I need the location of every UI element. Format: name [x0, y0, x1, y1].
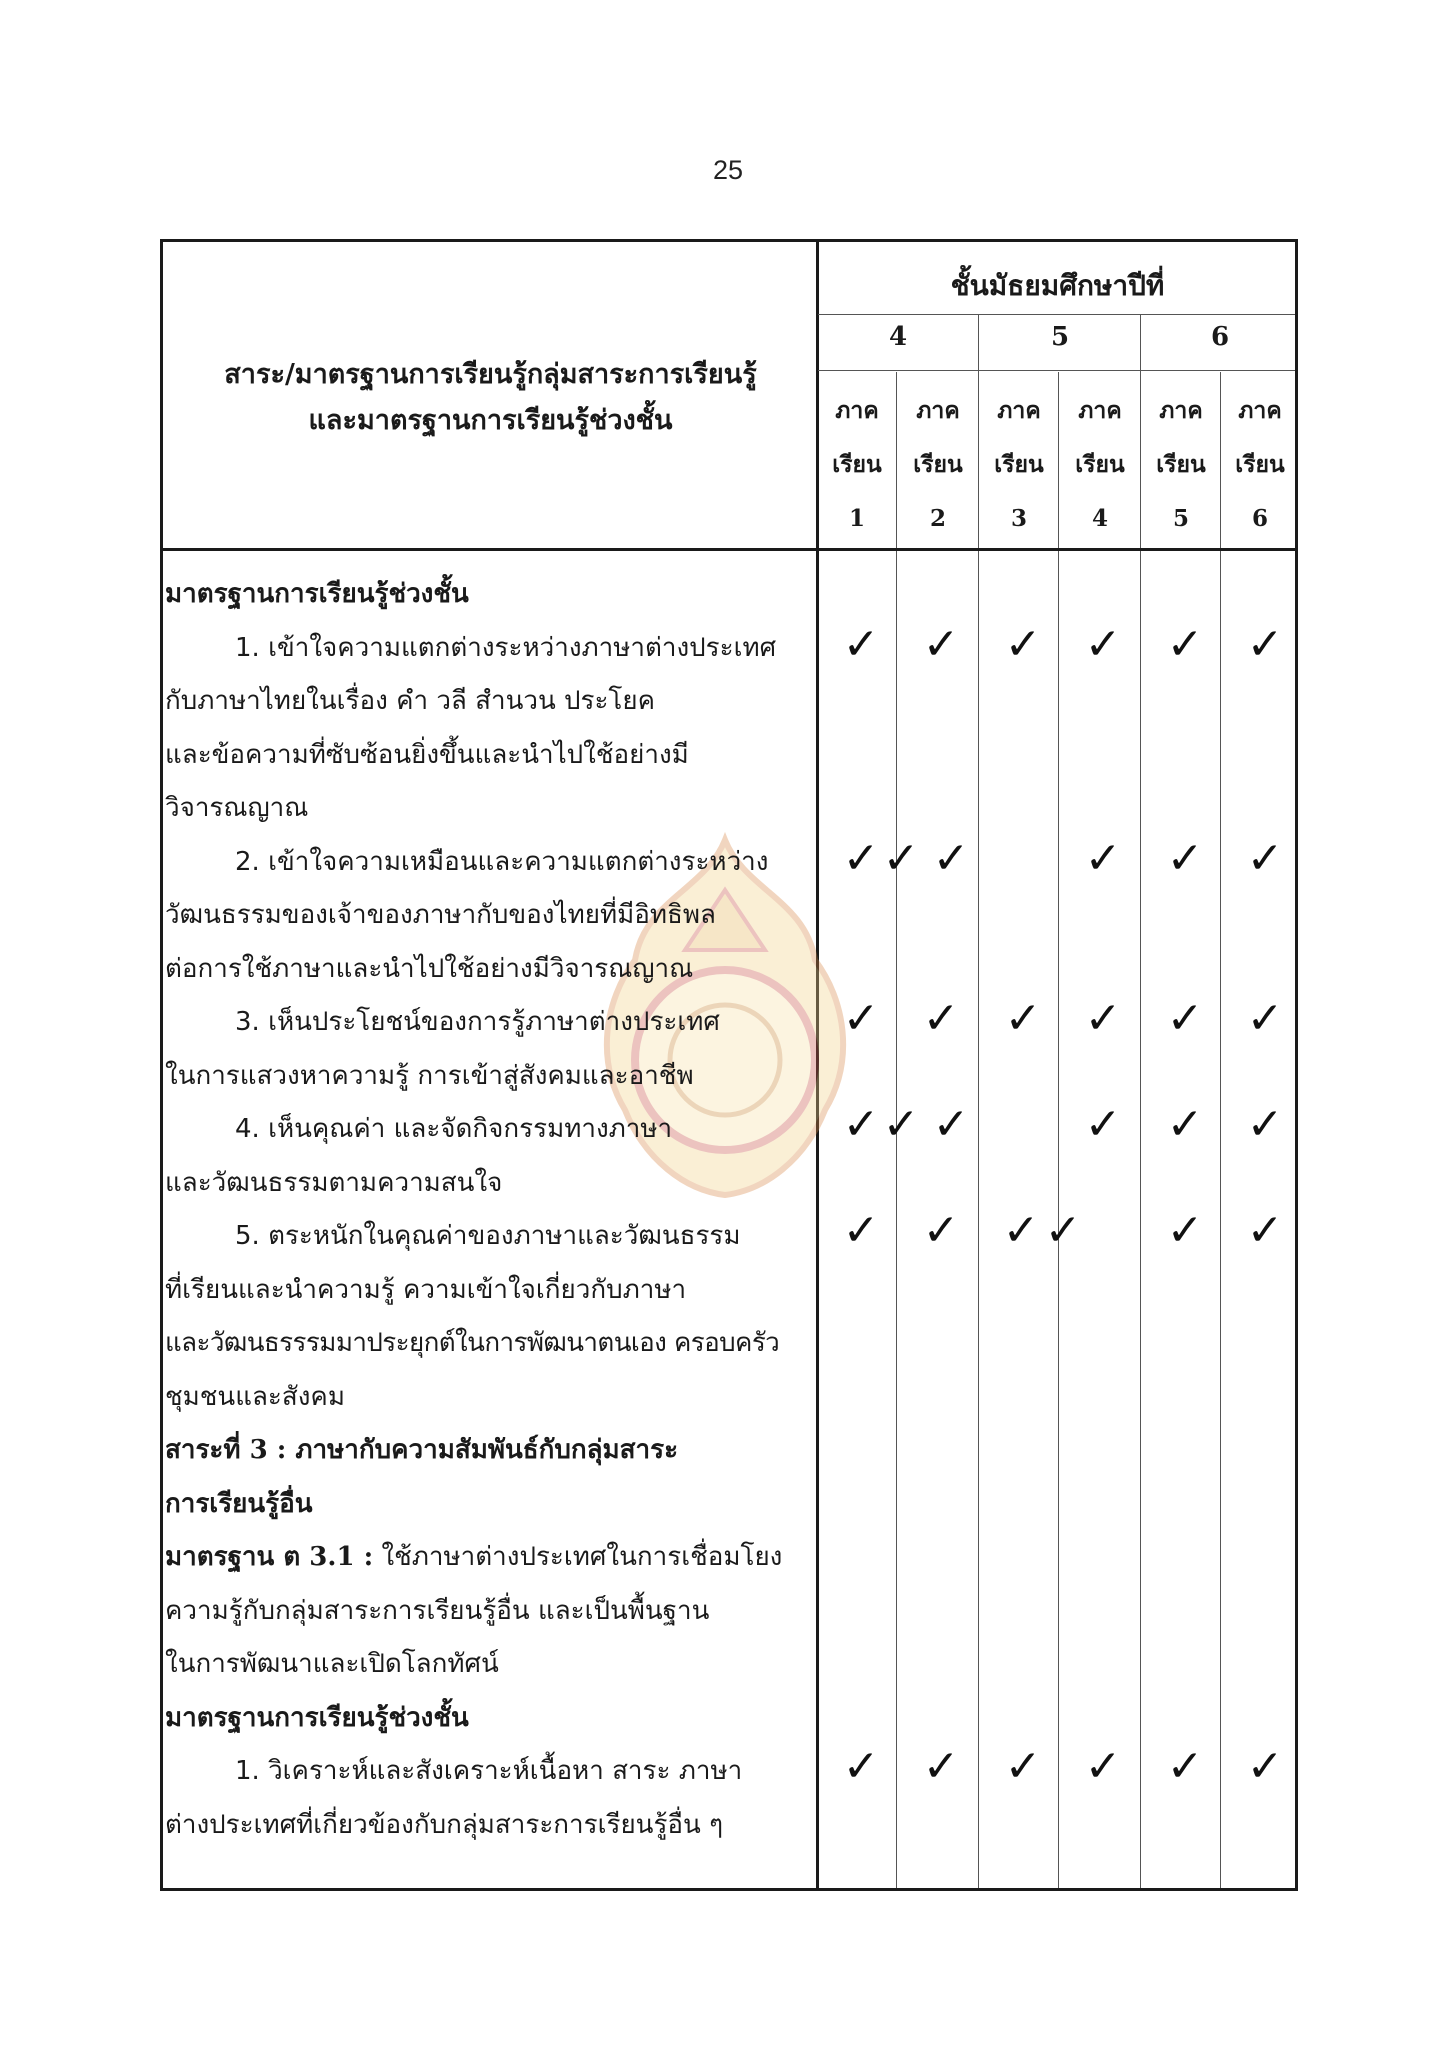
semester-word: ภาค — [1078, 397, 1122, 424]
check-mark: ✓ — [1004, 993, 1042, 1044]
check-mark: ✓ — [1084, 993, 1122, 1044]
check-mark: ✓ — [882, 1099, 920, 1150]
check-mark: ✓ — [922, 1205, 960, 1256]
check-mark: ✓ — [1044, 1205, 1082, 1256]
check-mark: ✓ — [1002, 1205, 1040, 1256]
check-mark: ✓ — [842, 1741, 880, 1792]
check-mark: ✓ — [1246, 1205, 1284, 1256]
semester-word: เรียน — [1235, 451, 1285, 478]
semester-number: 6 — [1251, 505, 1268, 532]
check-mark: ✓ — [1166, 1741, 1204, 1792]
standard-text: ในการแสวงหาความรู้ การเข้าสู่สังคมและอาชีพ — [165, 1060, 694, 1091]
semester-word: เรียน — [913, 451, 963, 478]
section-heading: มาตรฐานการเรียนรู้ช่วงชั้น — [165, 1702, 469, 1733]
check-mark: ✓ — [1084, 833, 1122, 884]
check-mark: ✓ — [1166, 1205, 1204, 1256]
semester-word: เรียน — [994, 451, 1044, 478]
standard-item: 1. วิเคราะห์และสังเคราะห์เนื้อหา สาระ ภาษา — [235, 1756, 743, 1786]
check-mark: ✓ — [1246, 833, 1284, 884]
check-mark: ✓ — [922, 993, 960, 1044]
check-mark: ✓ — [1166, 1099, 1204, 1150]
semester-word: เรียน — [1156, 451, 1206, 478]
check-mark: ✓ — [1004, 1741, 1042, 1792]
column-divider — [1220, 372, 1221, 1888]
semester-number: 3 — [1010, 505, 1027, 532]
standard-text: และวัฒนธรรรมมาประยุกต์ในการพัฒนาตนเอง ครอบครัว — [165, 1328, 780, 1358]
standard-item: 1. เข้าใจความแตกต่างระหว่างภาษาต่างประเทศ — [235, 632, 777, 663]
check-mark: ✓ — [1246, 1741, 1284, 1792]
check-mark: ✓ — [1084, 1741, 1122, 1792]
check-mark: ✓ — [1084, 619, 1122, 670]
semester-word: ภาค — [1159, 397, 1203, 424]
strand-heading: สาระที่ 3 : ภาษากับความสัมพันธ์กับกลุ่มสาระ — [165, 1435, 679, 1465]
standard-definition — [165, 1531, 810, 1585]
standard-item: 4. เห็นคุณค่า และจัดกิจกรรมทางภาษา — [235, 1114, 673, 1144]
semester-word: ภาค — [997, 397, 1041, 424]
check-mark: ✓ — [1246, 1099, 1284, 1150]
semester-number: 1 — [848, 505, 865, 532]
standard-text: ชุมชนและสังคม — [165, 1381, 345, 1412]
standard-text: ที่เรียนและนำความรู้ ความเข้าใจเกี่ยวกับภาษา — [165, 1274, 687, 1305]
header-semester — [1142, 384, 1220, 546]
semester-word: เรียน — [832, 451, 882, 478]
header-semester — [898, 384, 978, 546]
header-main-line: และมาตรฐานการเรียนรู้ช่วงชั้น — [308, 405, 673, 436]
header-divider — [163, 548, 1295, 551]
row-divider — [818, 370, 1295, 371]
standard-text: ความรู้กับกลุ่มสาระการเรียนรู้อื่น และเป็นพื้นฐาน — [165, 1595, 710, 1626]
header-main-line: สาระ/มาตรฐานการเรียนรู้กลุ่มสาระการเรียนรู้ — [224, 359, 757, 390]
standard-text: ต่างประเทศที่เกี่ยวข้องกับกลุ่มสาระการเรียนรู้อื่น ๆ — [165, 1809, 724, 1840]
check-mark: ✓ — [842, 1205, 880, 1256]
header-year: 6 — [1210, 322, 1230, 352]
semester-number: 2 — [929, 505, 946, 532]
check-mark: ✓ — [1084, 1099, 1122, 1150]
check-mark: ✓ — [842, 833, 880, 884]
standard-code: มาตรฐาน ต 3.1 : — [165, 1542, 374, 1572]
check-mark: ✓ — [882, 833, 920, 884]
semester-word: ภาค — [1238, 397, 1282, 424]
semester-word: เรียน — [1075, 451, 1125, 478]
column-divider — [1058, 372, 1059, 1888]
standard-text: วิจารณญาณ — [165, 793, 309, 823]
header-grade-level: ชั้นมัธยมศึกษาปีที่ — [950, 269, 1165, 302]
check-mark: ✓ — [1166, 993, 1204, 1044]
standard-text: และวัฒนธรรมตามความสนใจ — [165, 1167, 503, 1198]
header-semester — [980, 384, 1058, 546]
semester-word: ภาค — [835, 397, 879, 424]
header-semester — [1060, 384, 1140, 546]
standard-text: วัฒนธรรมของเจ้าของภาษากับของไทยที่มีอิทธิพล — [165, 900, 716, 930]
standard-text: ต่อการใช้ภาษาและนำไปใช้อย่างมีวิจารณญาณ — [165, 953, 694, 984]
standard-item: 2. เข้าใจความเหมือนและความแตกต่างระหว่าง — [235, 846, 769, 877]
header-year: 5 — [1050, 322, 1070, 352]
table-content — [165, 568, 810, 1852]
standard-text: กับภาษาไทยในเรื่อง คำ วลี สำนวน ประโยค — [165, 686, 656, 716]
semester-word: ภาค — [916, 397, 960, 424]
check-mark: ✓ — [922, 1741, 960, 1792]
check-mark: ✓ — [1004, 619, 1042, 670]
check-mark: ✓ — [1166, 833, 1204, 884]
check-mark: ✓ — [842, 993, 880, 1044]
check-mark: ✓ — [1246, 993, 1284, 1044]
header-year: 4 — [888, 322, 908, 352]
semester-number: 4 — [1091, 505, 1108, 532]
header-semester — [818, 384, 896, 546]
check-mark: ✓ — [842, 1099, 880, 1150]
semester-number: 5 — [1172, 505, 1189, 532]
standard-item: 5. ตระหนักในคุณค่าของภาษาและวัฒนธรรม — [235, 1221, 741, 1251]
standard-text: และข้อความที่ซับซ้อนยิ่งขึ้นและนำไปใช้อย่างมี — [165, 739, 689, 770]
page-number: 25 — [712, 155, 744, 185]
check-mark: ✓ — [922, 619, 960, 670]
check-mark: ✓ — [932, 1099, 970, 1150]
standard-text: ใช้ภาษาต่างประเทศในการเชื่อมโยง — [373, 1542, 783, 1572]
check-mark: ✓ — [1246, 619, 1284, 670]
standard-item: 3. เห็นประโยชน์ของการรู้ภาษาต่างประเทศ — [235, 1007, 720, 1037]
row-divider — [818, 314, 1295, 315]
header-main — [163, 352, 818, 444]
check-mark: ✓ — [842, 619, 880, 670]
check-mark: ✓ — [1166, 619, 1204, 670]
standard-text: ในการพัฒนาและเปิดโลกทัศน์ — [165, 1649, 499, 1679]
section-heading: มาตรฐานการเรียนรู้ช่วงชั้น — [165, 579, 469, 609]
strand-heading: การเรียนรู้อื่น — [165, 1488, 313, 1519]
check-mark: ✓ — [932, 833, 970, 884]
header-semester — [1222, 384, 1298, 546]
